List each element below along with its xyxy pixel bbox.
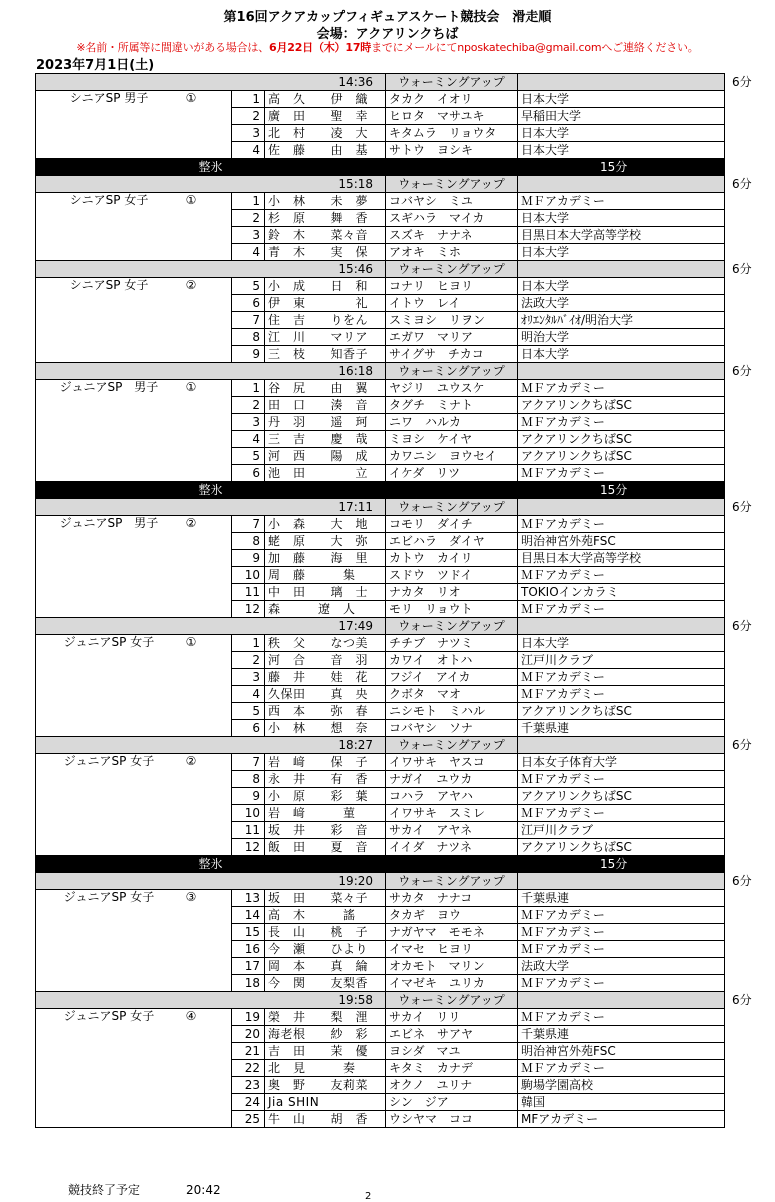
- end-label: 競技終了予定: [68, 1183, 141, 1197]
- start-number: 4: [232, 686, 265, 703]
- ice-resurfacing-row: [36, 856, 725, 873]
- group-cell: [36, 1009, 232, 1128]
- skater-name: 鈴 木 菜々音: [265, 227, 386, 244]
- skater-name: 小 成 日 和: [265, 278, 386, 295]
- start-number: 5: [232, 448, 265, 465]
- skater-name: 飯 田 夏 音: [265, 839, 386, 856]
- skater-club: 日本女子体育大学: [518, 754, 725, 771]
- skater-name: 奥 野 友莉菜: [265, 1077, 386, 1094]
- skater-kana: コバヤシ ソナ: [386, 720, 518, 737]
- skater-name: 榮 井 梨 浬: [265, 1009, 386, 1026]
- skater-row: [36, 1009, 725, 1026]
- skater-kana: カトウ カイリ: [386, 550, 518, 567]
- skater-kana: ニワ ハルカ: [386, 414, 518, 431]
- skater-club: TOKIOインカラミ: [518, 584, 725, 601]
- group-number: ②: [185, 278, 197, 292]
- warmup-minutes: 6分: [518, 261, 725, 278]
- skater-kana: ニシモト ミハル: [386, 703, 518, 720]
- skater-club: アクアリンクちばSC: [518, 431, 725, 448]
- skater-kana: イトウ レイ: [386, 295, 518, 312]
- skater-kana: ナガイ ユウカ: [386, 771, 518, 788]
- skater-name: 小 原 彩 葉: [265, 788, 386, 805]
- category-label: ジュニアSP 男子: [59, 380, 159, 394]
- group-number: ②: [185, 754, 197, 768]
- warmup-start-time: 19:58: [36, 992, 386, 1009]
- skater-name: 岩 﨑 菫: [265, 805, 386, 822]
- skater-kana: オクノ ユリナ: [386, 1077, 518, 1094]
- notice-deadline: 6月22日（木）17時: [269, 41, 372, 54]
- skater-club: 日本大学: [518, 210, 725, 227]
- start-number: 15: [232, 924, 265, 941]
- skater-name: 谷 尻 由 翼: [265, 380, 386, 397]
- start-number: 12: [232, 839, 265, 856]
- skater-kana: ナガヤマ モモネ: [386, 924, 518, 941]
- skater-kana: スミヨシ リヲン: [386, 312, 518, 329]
- start-number: 4: [232, 142, 265, 159]
- skater-club: ＭＦアカデミー: [518, 771, 725, 788]
- skater-kana: アオキ ミホ: [386, 244, 518, 261]
- start-number: 2: [232, 108, 265, 125]
- skater-kana: キタムラ リョウタ: [386, 125, 518, 142]
- category-label: ジュニアSP 女子: [63, 1009, 155, 1023]
- warmup-label: ウォーミングアップ: [386, 873, 518, 890]
- start-number: 7: [232, 754, 265, 771]
- start-number: 4: [232, 244, 265, 261]
- start-number: 6: [232, 295, 265, 312]
- ice-minutes: 15分: [386, 159, 725, 176]
- skater-club: 日本大学: [518, 635, 725, 652]
- skater-club: アクアリンクちばSC: [518, 839, 725, 856]
- skater-club: ＭＦアカデミー: [518, 907, 725, 924]
- skater-kana: スズキ ナナネ: [386, 227, 518, 244]
- skater-name: 杉 原 舞 香: [265, 210, 386, 227]
- skater-kana: サカイ リリ: [386, 1009, 518, 1026]
- skater-name: 青 木 実 保: [265, 244, 386, 261]
- start-order-table: [35, 73, 752, 1128]
- skater-row: [36, 635, 725, 652]
- warmup-minutes: 6分: [518, 618, 725, 635]
- skater-club: 法政大学: [518, 958, 725, 975]
- start-number: 23: [232, 1077, 265, 1094]
- skater-club: ＭＦアカデミー: [518, 380, 725, 397]
- start-number: 4: [232, 431, 265, 448]
- skater-club: 日本大学: [518, 346, 725, 363]
- skater-club: 江戸川クラブ: [518, 652, 725, 669]
- skater-kana: サイグサ チカコ: [386, 346, 518, 363]
- skater-name: 長 山 桃 子: [265, 924, 386, 941]
- start-number: 10: [232, 567, 265, 584]
- skater-club: 千葉県連: [518, 1026, 725, 1043]
- skater-club: ＭＦアカデミー: [518, 414, 725, 431]
- start-number: 7: [232, 312, 265, 329]
- skater-club: ＭＦアカデミー: [518, 465, 725, 482]
- warmup-start-time: 18:27: [36, 737, 386, 754]
- skater-kana: フジイ アイカ: [386, 669, 518, 686]
- warmup-row: [36, 74, 725, 91]
- skater-kana: ナカタ リオ: [386, 584, 518, 601]
- start-number: 13: [232, 890, 265, 907]
- ice-label: 整氷: [36, 159, 386, 176]
- skater-club: 法政大学: [518, 295, 725, 312]
- skater-kana: シン ジア: [386, 1094, 518, 1111]
- skater-name: 岡 本 真 綸: [265, 958, 386, 975]
- skater-club: アクアリンクちばSC: [518, 703, 725, 720]
- skater-club: ＭＦアカデミー: [518, 924, 725, 941]
- ice-resurfacing-row: [36, 482, 725, 499]
- skater-club: 明治神宮外苑FSC: [518, 1043, 725, 1060]
- skater-name: 佐 藤 由 基: [265, 142, 386, 159]
- skater-name: 藤 井 娃 花: [265, 669, 386, 686]
- skater-club: 日本大学: [518, 278, 725, 295]
- skater-club: ＭＦアカデミー: [518, 941, 725, 958]
- skater-club: ＭＦアカデミー: [518, 516, 725, 533]
- warmup-label: ウォーミングアップ: [386, 261, 518, 278]
- skater-row: [36, 890, 725, 907]
- skater-kana: スギハラ マイカ: [386, 210, 518, 227]
- skater-club: ＭＦアカデミー: [518, 686, 725, 703]
- start-number: 5: [232, 278, 265, 295]
- start-number: 21: [232, 1043, 265, 1060]
- start-number: 8: [232, 329, 265, 346]
- start-number: 17: [232, 958, 265, 975]
- group-number: ①: [185, 193, 197, 207]
- skater-kana: エビネ サアヤ: [386, 1026, 518, 1043]
- warmup-minutes: 6分: [518, 499, 725, 516]
- group-number: ②: [185, 516, 197, 530]
- start-number: 22: [232, 1060, 265, 1077]
- skater-kana: クボタ マオ: [386, 686, 518, 703]
- warmup-minutes: 6分: [518, 992, 725, 1009]
- document-title: 第16回アクアカップフィギュアスケート競技会 滑走順: [223, 10, 552, 25]
- group-cell: [36, 380, 232, 482]
- skater-kana: キタミ カナデ: [386, 1060, 518, 1077]
- start-number: 3: [232, 227, 265, 244]
- skater-club: ＭＦアカデミー: [518, 1009, 725, 1026]
- skater-name: 三 枝 知香子: [265, 346, 386, 363]
- skater-name: Jia SHIN: [265, 1094, 386, 1111]
- skater-club: アクアリンクちばSC: [518, 788, 725, 805]
- warmup-minutes: 6分: [518, 363, 725, 380]
- start-number: 14: [232, 907, 265, 924]
- skater-kana: ヤジリ ユウスケ: [386, 380, 518, 397]
- warmup-label: ウォーミングアップ: [386, 176, 518, 193]
- skater-name: 河 西 陽 成: [265, 448, 386, 465]
- group-number: ③: [185, 890, 197, 904]
- skater-name: 小 林 想 奈: [265, 720, 386, 737]
- group-cell: [36, 754, 232, 856]
- ice-label: 整氷: [36, 856, 386, 873]
- warmup-row: [36, 618, 725, 635]
- warmup-row: [36, 261, 725, 278]
- skater-name: 坂 田 菜々子: [265, 890, 386, 907]
- warmup-row: [36, 176, 725, 193]
- skater-name: 三 吉 慶 哉: [265, 431, 386, 448]
- start-number: 3: [232, 669, 265, 686]
- skater-club: MFアカデミー: [518, 1111, 725, 1128]
- warmup-minutes: 6分: [518, 737, 725, 754]
- warmup-row: [36, 737, 725, 754]
- skater-name: 西 本 弥 春: [265, 703, 386, 720]
- skater-kana: イマセ ヒヨリ: [386, 941, 518, 958]
- start-number: 9: [232, 346, 265, 363]
- group-cell: [36, 890, 232, 992]
- notice-text-pre: ※名前・所属等に間違いがある場合は、: [76, 41, 269, 54]
- skater-name: 坂 井 彩 音: [265, 822, 386, 839]
- skater-club: 明治大学: [518, 329, 725, 346]
- start-number: 2: [232, 210, 265, 227]
- start-number: 9: [232, 550, 265, 567]
- warmup-start-time: 15:18: [36, 176, 386, 193]
- category-label: ジュニアSP 男子: [59, 516, 159, 530]
- warmup-row: [36, 499, 725, 516]
- skater-name: 田 口 湊 音: [265, 397, 386, 414]
- skater-name: 牛 山 胡 香: [265, 1111, 386, 1128]
- warmup-minutes: 6分: [518, 74, 725, 91]
- ice-resurfacing-row: [36, 159, 725, 176]
- warmup-row: [36, 992, 725, 1009]
- start-number: 12: [232, 601, 265, 618]
- group-cell: [36, 635, 232, 737]
- skater-name: 海老根 紗 彩: [265, 1026, 386, 1043]
- skater-kana: コモリ ダイチ: [386, 516, 518, 533]
- warmup-row: [36, 363, 725, 380]
- skater-kana: ヒロタ マサユキ: [386, 108, 518, 125]
- skater-club: ＭＦアカデミー: [518, 669, 725, 686]
- group-cell: [36, 516, 232, 618]
- group-number: ①: [185, 380, 197, 394]
- start-number: 11: [232, 822, 265, 839]
- skater-name: 今 瀬 ひより: [265, 941, 386, 958]
- skater-kana: タカギ ヨウ: [386, 907, 518, 924]
- category-label: シニアSP 女子: [69, 193, 149, 207]
- skater-row: [36, 754, 725, 771]
- skater-club: 日本大学: [518, 91, 725, 108]
- skater-club: 早稲田大学: [518, 108, 725, 125]
- skater-name: 北 村 凌 大: [265, 125, 386, 142]
- skater-name: 丹 羽 遥 珂: [265, 414, 386, 431]
- warmup-minutes: 6分: [518, 176, 725, 193]
- skater-name: 高 久 伊 織: [265, 91, 386, 108]
- skater-kana: オカモト マリン: [386, 958, 518, 975]
- skater-name: 高 木 謠: [265, 907, 386, 924]
- skater-kana: サトウ ヨシキ: [386, 142, 518, 159]
- skater-kana: タカク イオリ: [386, 91, 518, 108]
- skater-club: ＭＦアカデミー: [518, 567, 725, 584]
- warmup-row: [36, 873, 725, 890]
- skater-name: 秩 父 なつ美: [265, 635, 386, 652]
- warmup-label: ウォーミングアップ: [386, 737, 518, 754]
- ice-label: 整氷: [36, 482, 386, 499]
- notice-text-post: までにメールにてnposkatechiba@gmail.comへご連絡ください。: [371, 41, 699, 54]
- skater-club: アクアリンクちばSC: [518, 448, 725, 465]
- skater-name: 森 遼 人: [265, 601, 386, 618]
- skater-club: ＭＦアカデミー: [518, 193, 725, 210]
- category-label: ジュニアSP 女子: [63, 754, 155, 768]
- skater-name: 加 藤 海 里: [265, 550, 386, 567]
- start-number: 6: [232, 720, 265, 737]
- start-number: 7: [232, 516, 265, 533]
- skater-kana: イマゼキ ユリカ: [386, 975, 518, 992]
- start-number: 1: [232, 91, 265, 108]
- category-label: シニアSP 女子: [69, 278, 149, 292]
- skater-kana: スドウ ツドイ: [386, 567, 518, 584]
- skater-name: 河 合 音 羽: [265, 652, 386, 669]
- skater-name: 廣 田 聖 幸: [265, 108, 386, 125]
- skater-name: 住 吉 りをん: [265, 312, 386, 329]
- warmup-start-time: 19:20: [36, 873, 386, 890]
- skater-row: [36, 516, 725, 533]
- skater-kana: タグチ ミナト: [386, 397, 518, 414]
- skater-name: 北 見 奏: [265, 1060, 386, 1077]
- start-number: 1: [232, 380, 265, 397]
- warmup-start-time: 17:11: [36, 499, 386, 516]
- skater-name: 伊 東 礼: [265, 295, 386, 312]
- start-number: 5: [232, 703, 265, 720]
- warmup-minutes: 6分: [518, 873, 725, 890]
- skater-kana: モリ リョウト: [386, 601, 518, 618]
- skater-row: [36, 278, 725, 295]
- warmup-label: ウォーミングアップ: [386, 499, 518, 516]
- skater-kana: コバヤシ ミユ: [386, 193, 518, 210]
- warmup-label: ウォーミングアップ: [386, 618, 518, 635]
- skater-kana: エガワ マリア: [386, 329, 518, 346]
- skater-kana: コハラ アヤハ: [386, 788, 518, 805]
- skater-kana: サカタ ナナコ: [386, 890, 518, 907]
- skater-name: 今 関 友梨香: [265, 975, 386, 992]
- skater-name: 周 藤 集: [265, 567, 386, 584]
- skater-club: 明治神宮外苑FSC: [518, 533, 725, 550]
- skater-name: 岩 﨑 保 子: [265, 754, 386, 771]
- skater-name: 小 森 大 地: [265, 516, 386, 533]
- skater-club: アクアリンクちばSC: [518, 397, 725, 414]
- skater-name: 吉 田 茉 優: [265, 1043, 386, 1060]
- skater-name: 池 田 立: [265, 465, 386, 482]
- category-label: ジュニアSP 女子: [63, 635, 155, 649]
- skater-row: [36, 91, 725, 108]
- start-number: 2: [232, 652, 265, 669]
- warmup-start-time: 14:36: [36, 74, 386, 91]
- skater-kana: イケダ リツ: [386, 465, 518, 482]
- start-number: 8: [232, 533, 265, 550]
- skater-kana: ミヨシ ケイヤ: [386, 431, 518, 448]
- start-number: 10: [232, 805, 265, 822]
- start-number: 3: [232, 125, 265, 142]
- skater-club: 韓国: [518, 1094, 725, 1111]
- group-cell: [36, 278, 232, 363]
- page-number: 2: [365, 1191, 372, 1202]
- skater-club: 目黒日本大学高等学校: [518, 227, 725, 244]
- category-label: ジュニアSP 女子: [63, 890, 155, 904]
- warmup-start-time: 16:18: [36, 363, 386, 380]
- skater-club: 千葉県連: [518, 720, 725, 737]
- start-number: 8: [232, 771, 265, 788]
- skater-club: ＭＦアカデミー: [518, 975, 725, 992]
- start-number: 25: [232, 1111, 265, 1128]
- group-number: ①: [185, 635, 197, 649]
- warmup-label: ウォーミングアップ: [386, 74, 518, 91]
- start-number: 19: [232, 1009, 265, 1026]
- ice-minutes: 15分: [386, 482, 725, 499]
- warmup-start-time: 17:49: [36, 618, 386, 635]
- skater-club: 日本大学: [518, 142, 725, 159]
- start-number: 24: [232, 1094, 265, 1111]
- ice-minutes: 15分: [386, 856, 725, 873]
- group-cell: [36, 91, 232, 159]
- skater-kana: イワサキ ヤスコ: [386, 754, 518, 771]
- skater-name: 江 川 マリア: [265, 329, 386, 346]
- skater-club: 千葉県連: [518, 890, 725, 907]
- start-number: 11: [232, 584, 265, 601]
- start-number: 3: [232, 414, 265, 431]
- start-number: 1: [232, 635, 265, 652]
- skater-club: ＭＦアカデミー: [518, 1060, 725, 1077]
- end-time: 20:42: [186, 1183, 221, 1197]
- start-number: 6: [232, 465, 265, 482]
- skater-kana: イワサキ スミレ: [386, 805, 518, 822]
- skater-name: 中 田 璃 士: [265, 584, 386, 601]
- venue-title: 会場：アクアリンクちば: [316, 27, 459, 42]
- start-number: 9: [232, 788, 265, 805]
- category-label: シニアSP 男子: [69, 91, 149, 105]
- start-number: 2: [232, 397, 265, 414]
- skater-kana: コナリ ヒヨリ: [386, 278, 518, 295]
- warmup-label: ウォーミングアップ: [386, 992, 518, 1009]
- skater-kana: チチブ ナツミ: [386, 635, 518, 652]
- warmup-start-time: 15:46: [36, 261, 386, 278]
- skater-club: ｵﾘｴﾝﾀﾙﾊﾞｲｵ/明治大学: [518, 312, 725, 329]
- competition-date: 2023年7月1日(土): [36, 58, 155, 73]
- skater-club: 駒場学園高校: [518, 1077, 725, 1094]
- start-number: 1: [232, 193, 265, 210]
- start-number: 20: [232, 1026, 265, 1043]
- skater-kana: エビハラ ダイヤ: [386, 533, 518, 550]
- skater-kana: サカイ アヤネ: [386, 822, 518, 839]
- skater-club: 日本大学: [518, 244, 725, 261]
- skater-club: ＭＦアカデミー: [518, 805, 725, 822]
- skater-name: 久保田 真 央: [265, 686, 386, 703]
- group-number: ④: [185, 1009, 197, 1023]
- skater-kana: ウシヤマ ココ: [386, 1111, 518, 1128]
- skater-kana: イイダ ナツネ: [386, 839, 518, 856]
- skater-row: [36, 380, 725, 397]
- skater-club: 目黒日本大学高等学校: [518, 550, 725, 567]
- correction-notice: [0, 39, 775, 55]
- end-time-row: [68, 1181, 221, 1198]
- skater-kana: ヨシダ マユ: [386, 1043, 518, 1060]
- skater-club: ＭＦアカデミー: [518, 601, 725, 618]
- start-number: 16: [232, 941, 265, 958]
- start-number: 18: [232, 975, 265, 992]
- skater-name: 蛯 原 大 弥: [265, 533, 386, 550]
- group-number: ①: [185, 91, 197, 105]
- skater-name: 永 井 有 香: [265, 771, 386, 788]
- skater-kana: カワイ オトハ: [386, 652, 518, 669]
- skater-name: 小 林 未 夢: [265, 193, 386, 210]
- group-cell: [36, 193, 232, 261]
- warmup-label: ウォーミングアップ: [386, 363, 518, 380]
- skater-club: 日本大学: [518, 125, 725, 142]
- skater-row: [36, 193, 725, 210]
- skater-club: 江戸川クラブ: [518, 822, 725, 839]
- skater-kana: カワニシ ヨウセイ: [386, 448, 518, 465]
